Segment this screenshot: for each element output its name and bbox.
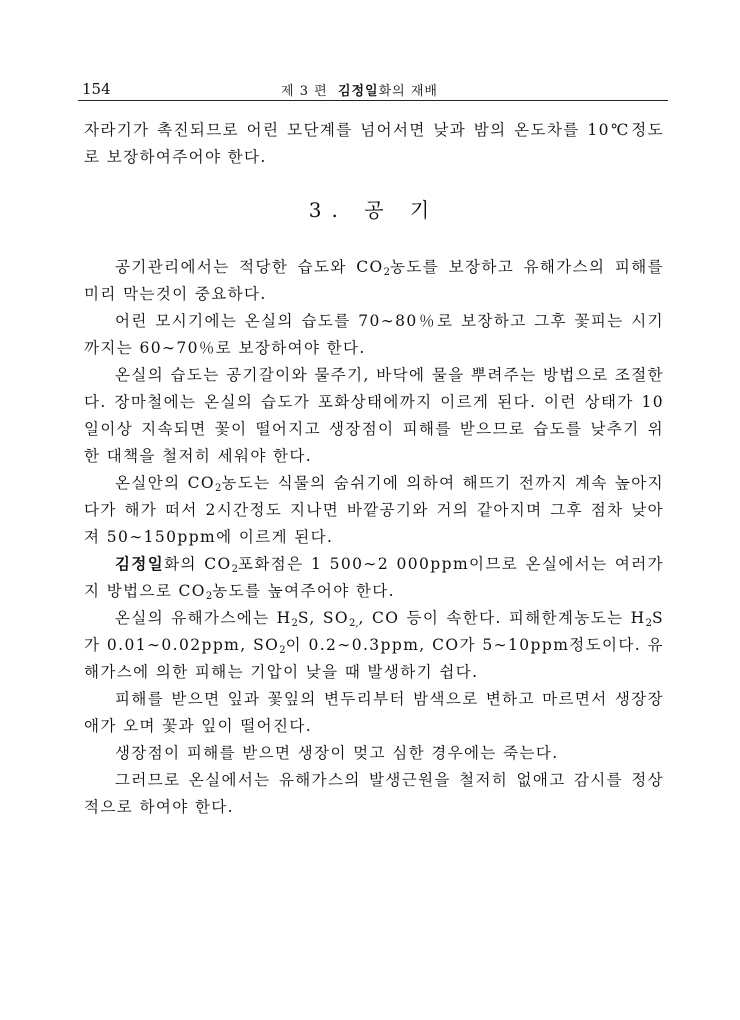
subscript: 2 bbox=[214, 483, 222, 494]
text-run: , CO 등이 속한다. 피해한계농도는 H bbox=[358, 609, 646, 627]
running-title-name: 김정일 bbox=[337, 84, 379, 99]
paragraph-9: 생장점이 피해를 받으면 생장이 멎고 심한 경우에는 죽는다. bbox=[115, 744, 559, 762]
paragraph-7 bbox=[84, 605, 664, 686]
text-run: 농도를 보장하고 유해가스의 피해를 미리 막는것이 중요하다. bbox=[84, 258, 664, 303]
text-run: 온실안의 CO bbox=[115, 474, 215, 492]
paragraph-3: 어린 모시기에는 온실의 습도를 70∼80％로 보장하고 그후 꽃피는 시기까지는 60∼70％로 보장하여야 한다. bbox=[84, 312, 664, 357]
running-title-suffix: 화의 재배 bbox=[378, 84, 438, 99]
paragraph-10: 그러므로 온실에서는 유해가스의 발생근원을 철저히 없애고 감시를 정상적으로 하여야 한다. bbox=[84, 771, 664, 816]
subscript: 2 bbox=[231, 564, 239, 575]
text-run: 포화점은 1 500∼2 000ppm이므로 온실에서는 여러가지 방법으로 CO bbox=[84, 555, 664, 600]
paragraph-5 bbox=[84, 470, 664, 551]
part-label: 제 3 편 bbox=[281, 84, 328, 99]
text-run: S가 0.01∼0.02ppm, SO bbox=[84, 609, 665, 654]
subscript: 2 bbox=[645, 618, 652, 629]
section-title: 3. 공 기 bbox=[308, 198, 440, 222]
text-run: 온실의 유해가스에는 H bbox=[115, 609, 292, 627]
text-run: 농도를 높여주어야 한다. bbox=[212, 582, 395, 600]
subscript: 2 bbox=[205, 591, 213, 602]
running-title bbox=[281, 80, 438, 99]
paragraph-6 bbox=[84, 551, 664, 605]
paragraph-8: 피해를 받으면 잎과 꽃잎의 변두리부터 밤색으로 변하고 마르면서 생장장애가 오며 꽃과 잎이 떨어진다. bbox=[84, 690, 664, 735]
page-number: 154 bbox=[82, 80, 111, 98]
subscript: 2 bbox=[279, 645, 286, 656]
page-header bbox=[78, 74, 668, 101]
paragraph-2 bbox=[84, 254, 664, 308]
paragraph-1: 자라기가 촉진되므로 어린 모단계를 넘어서면 낮과 밤의 온도차를 10℃정도로 보장하여주어야 한다. bbox=[84, 121, 664, 166]
subscript: 2 bbox=[291, 618, 298, 629]
text-run: S, SO bbox=[297, 609, 349, 627]
text-run: 공기관리에서는 적당한 습도와 CO bbox=[115, 258, 384, 276]
highlighted-name: 김정일 bbox=[115, 555, 165, 573]
text-run: 이 0.2∼0.3ppm, CO가 5∼10ppm정도이다. 유해가스에 의한 피해는 기압이 낮을 때 발생하기 쉽다. bbox=[84, 636, 664, 681]
text-run: 화의 CO bbox=[164, 555, 232, 573]
text-run: 농도는 식물의 숨쉬기에 의하여 해뜨기 전까지 계속 높아지다가 해가 떠서 2시간정도 지나면 바깥공기와 거의 같아지며 그후 점차 낮아져 50∼150ppm에 이르게 된다. bbox=[84, 474, 665, 546]
subscript: 2 bbox=[383, 267, 390, 278]
body-text bbox=[84, 117, 664, 821]
paragraph-4: 온실의 습도는 공기갈이와 물주기, 바닥에 물을 뿌려주는 방법으로 조절한다. 장마철에는 온실의 습도가 포화상태에까지 이르게 된다. 이런 상태가 10일이상 지속되면 꽃이 떨어지고 생장점이 피해를 받으므로 습도를 낮추기 위한 대책을 철저히 세워야 한다. bbox=[84, 366, 664, 465]
subscript: 2, bbox=[348, 618, 359, 629]
